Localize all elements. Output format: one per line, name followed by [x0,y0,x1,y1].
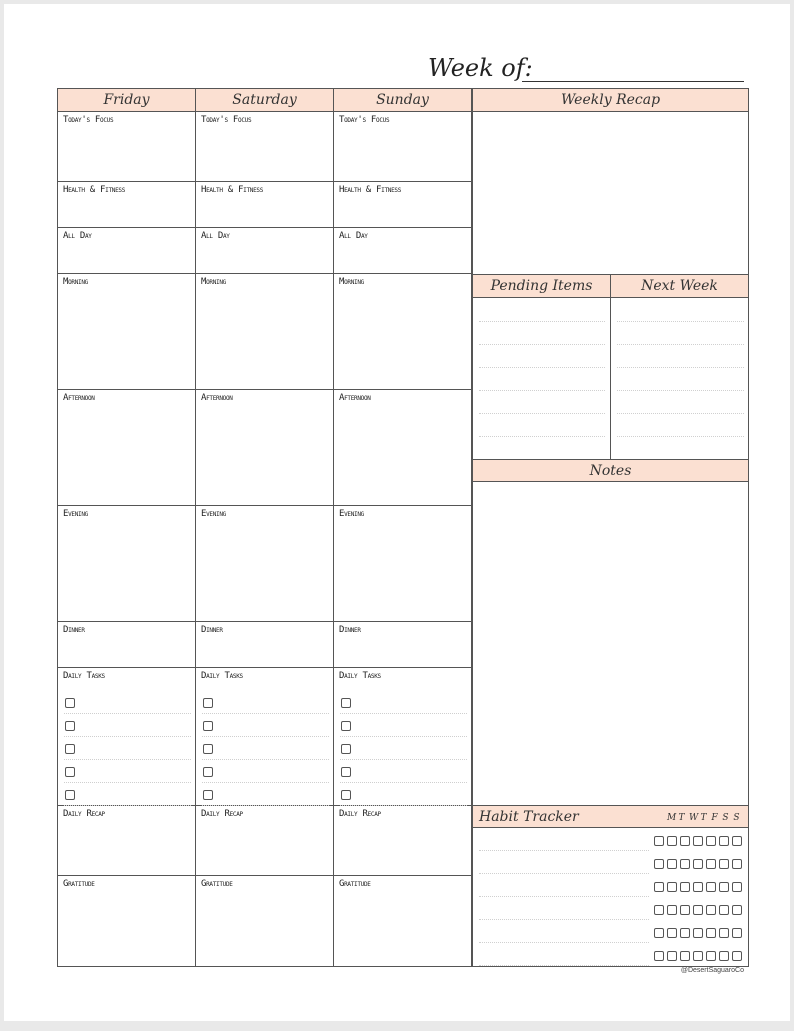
task-checkbox[interactable] [203,790,213,800]
pending-items-area[interactable] [473,298,611,459]
section-label: Today's Focus [201,115,252,125]
task-row [202,691,329,714]
habit-checkbox[interactable] [693,836,703,846]
task-row [64,783,191,806]
section-gratitude[interactable] [334,876,471,968]
task-row [202,714,329,737]
section-gratitude[interactable] [196,876,333,968]
section-label: Dinner [201,625,223,635]
section-label: Health & Fitness [339,185,402,195]
habit-checkbox[interactable] [706,951,716,961]
list-line [617,367,744,368]
habit-checkbox[interactable] [680,928,690,938]
habit-checkbox[interactable] [654,859,664,869]
section-afternoon[interactable] [196,390,333,506]
list-line [617,321,744,322]
section-label: Evening [339,509,364,519]
habit-checkbox-row [654,836,742,846]
section-recap[interactable] [334,806,471,876]
weekly-recap-header: Weekly Recap [473,89,748,112]
habit-checkbox[interactable] [706,882,716,892]
notes-area[interactable] [473,482,748,805]
section-label: Afternoon [63,393,95,403]
list-line [617,390,744,391]
habit-day-letter: W [689,813,699,823]
section-dinner[interactable] [196,622,333,668]
task-checkbox[interactable] [65,698,75,708]
task-checkbox[interactable] [341,698,351,708]
day-header: Sunday [334,89,471,112]
task-row [340,691,467,714]
habit-day-letter: M [667,813,677,823]
habit-checkbox[interactable] [654,836,664,846]
section-label: Gratitude [201,879,233,889]
credit-text: @DesertSaguaroCo [680,967,744,974]
section-focus[interactable] [58,112,195,182]
right-panel [472,88,749,967]
task-checkbox[interactable] [341,744,351,754]
habit-checkbox[interactable] [732,951,742,961]
section-label: Daily Recap [201,809,243,819]
habit-tracker-title: Habit Tracker [479,808,579,825]
task-checkbox[interactable] [65,744,75,754]
habit-checkbox[interactable] [732,905,742,915]
list-line [479,344,605,345]
habit-checkbox[interactable] [654,905,664,915]
habit-checkbox[interactable] [680,836,690,846]
section-label: Morning [201,277,226,287]
day-column-saturday [195,88,334,967]
task-checkbox[interactable] [65,767,75,777]
section-morning[interactable] [196,274,333,390]
habit-tracker-header [473,805,748,828]
task-row [64,714,191,737]
habit-checkbox[interactable] [732,836,742,846]
task-row [64,737,191,760]
planner-page [4,4,790,1021]
section-label: Afternoon [339,393,371,403]
weekly-recap-area[interactable] [473,112,748,274]
day-header: Friday [58,89,195,112]
habit-line[interactable] [479,873,649,874]
section-label: Dinner [339,625,361,635]
list-line [479,413,605,414]
section-label: Afternoon [201,393,233,403]
habit-checkbox[interactable] [706,905,716,915]
section-allday[interactable] [196,228,333,274]
section-morning[interactable] [334,274,471,390]
habit-checkbox[interactable] [732,882,742,892]
habit-line[interactable] [479,850,649,851]
habit-checkbox[interactable] [667,905,677,915]
task-row [202,783,329,806]
section-recap[interactable] [58,806,195,876]
section-afternoon[interactable] [58,390,195,506]
pending-next-header [473,274,748,298]
habit-checkbox[interactable] [693,905,703,915]
list-line [617,436,744,437]
task-row [340,714,467,737]
habit-checkbox[interactable] [667,928,677,938]
section-evening[interactable] [58,506,195,622]
habit-checkbox[interactable] [706,928,716,938]
section-label: Health & Fitness [63,185,126,195]
section-gratitude[interactable] [58,876,195,968]
habit-checkbox[interactable] [667,951,677,961]
task-checkbox[interactable] [203,721,213,731]
section-health[interactable] [58,182,195,228]
section-dinner[interactable] [58,622,195,668]
section-allday[interactable] [334,228,471,274]
day-column-sunday [333,88,472,967]
habit-line[interactable] [479,942,649,943]
task-checkbox[interactable] [203,767,213,777]
habit-day-letter: F [711,813,718,823]
next-week-header: Next Week [641,278,718,294]
section-evening[interactable] [196,506,333,622]
section-label: Daily Recap [339,809,381,819]
habit-checkbox[interactable] [680,951,690,961]
habit-checkbox[interactable] [732,928,742,938]
section-label: Health & Fitness [201,185,264,195]
list-line [479,390,605,391]
task-checkbox[interactable] [341,790,351,800]
habit-checkbox[interactable] [667,859,677,869]
task-checkbox[interactable] [65,721,75,731]
section-focus[interactable] [334,112,471,182]
section-health[interactable] [196,182,333,228]
habit-checkbox[interactable] [719,928,729,938]
habit-checkbox-row [654,928,742,938]
task-row [202,760,329,783]
habit-line[interactable] [479,965,649,966]
section-label: All Day [63,231,92,241]
section-label: Today's Focus [339,115,390,125]
week-of-line[interactable] [522,81,744,82]
section-label: Daily Tasks [201,671,243,681]
task-checkbox[interactable] [203,698,213,708]
habit-checkbox[interactable] [719,836,729,846]
section-label: Gratitude [63,879,95,889]
task-checkbox[interactable] [65,790,75,800]
section-morning[interactable] [58,274,195,390]
habit-checkbox[interactable] [719,951,729,961]
section-label: Today's Focus [63,115,114,125]
habit-checkbox[interactable] [654,951,664,961]
habit-checkbox[interactable] [693,859,703,869]
habit-line[interactable] [479,896,649,897]
habit-checkbox[interactable] [732,859,742,869]
habit-checkbox[interactable] [693,951,703,961]
task-checkbox[interactable] [203,744,213,754]
section-tasks[interactable] [196,668,333,806]
list-line [479,367,605,368]
task-row [340,760,467,783]
day-header: Saturday [196,89,333,112]
habit-day-letter: S [722,813,729,823]
section-afternoon[interactable] [334,390,471,506]
habit-checkbox[interactable] [706,859,716,869]
task-checkbox[interactable] [341,721,351,731]
section-tasks[interactable] [58,668,195,806]
habit-checkbox-row [654,905,742,915]
habit-days-row [667,813,740,823]
habit-day-letter: S [733,813,740,823]
section-dinner[interactable] [334,622,471,668]
list-line [617,413,744,414]
section-allday[interactable] [58,228,195,274]
habit-checkbox[interactable] [680,882,690,892]
notes-header: Notes [473,459,748,482]
section-label: Evening [201,509,226,519]
planner-grid [57,88,749,967]
week-of-label: Week of: [428,54,533,82]
section-label: Gratitude [339,879,371,889]
habit-day-letter: T [700,813,707,823]
list-line [617,344,744,345]
habit-checkbox[interactable] [680,905,690,915]
section-label: Morning [339,277,364,287]
section-recap[interactable] [196,806,333,876]
list-line [479,436,605,437]
habit-checkbox[interactable] [667,836,677,846]
habit-checkbox[interactable] [706,836,716,846]
pending-items-header: Pending Items [473,275,611,297]
habit-checkbox-row [654,882,742,892]
task-row [202,737,329,760]
habit-checkbox[interactable] [693,882,703,892]
section-label: Daily Tasks [63,671,105,681]
task-checkbox[interactable] [341,767,351,777]
task-row [64,691,191,714]
habit-checkbox-row [654,951,742,961]
habit-checkbox[interactable] [719,882,729,892]
section-label: All Day [201,231,230,241]
list-line [479,321,605,322]
day-column-friday [57,88,196,967]
section-label: Daily Recap [63,809,105,819]
section-label: All Day [339,231,368,241]
section-tasks[interactable] [334,668,471,806]
next-week-area[interactable] [611,298,748,459]
habit-checkbox[interactable] [693,928,703,938]
task-row [340,783,467,806]
habit-checkbox[interactable] [654,882,664,892]
section-evening[interactable] [334,506,471,622]
section-focus[interactable] [196,112,333,182]
habit-day-letter: T [678,813,685,823]
habit-checkbox[interactable] [680,859,690,869]
habit-checkbox[interactable] [667,882,677,892]
habit-checkbox-row [654,859,742,869]
habit-checkbox[interactable] [719,859,729,869]
section-label: Dinner [63,625,85,635]
section-label: Morning [63,277,88,287]
section-label: Evening [63,509,88,519]
habit-line[interactable] [479,919,649,920]
section-label: Daily Tasks [339,671,381,681]
habit-checkbox[interactable] [654,928,664,938]
section-health[interactable] [334,182,471,228]
habit-checkbox[interactable] [719,905,729,915]
task-row [340,737,467,760]
task-row [64,760,191,783]
